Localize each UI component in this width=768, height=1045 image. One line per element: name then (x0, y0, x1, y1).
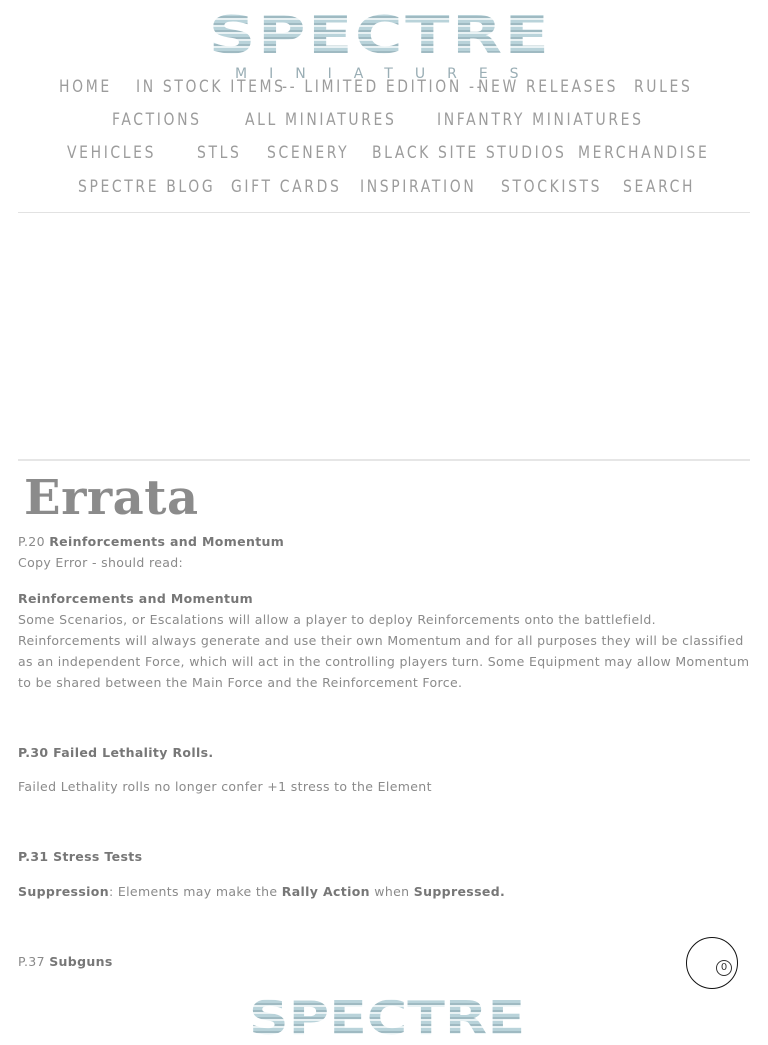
p31-text1: : Elements may make the (108, 884, 282, 899)
nav-factions[interactable]: FACTIONS (112, 110, 202, 130)
nav-in-stock-items[interactable]: IN STOCK ITEMS (136, 77, 286, 97)
nav-row-4 (0, 177, 768, 205)
nav-search[interactable]: SEARCH (623, 177, 696, 197)
logo-wordmark: SPECTRE (166, 14, 594, 58)
nav-row-3 (0, 143, 768, 171)
p20-heading: Reinforcements and Momentum (49, 534, 285, 549)
nav-row-1 (0, 77, 768, 105)
nav-new-releases[interactable]: NEW RELEASES (478, 77, 619, 97)
logo-subtitle: MINIATURES (235, 66, 541, 82)
errata-p37 (18, 951, 750, 972)
nav-rules[interactable]: RULES (634, 77, 693, 97)
p31-action: Rally Action (281, 884, 370, 899)
nav-row-2 (0, 110, 768, 138)
nav-spectre-blog[interactable]: SPECTRE BLOG (78, 177, 216, 197)
nav-stockists[interactable]: STOCKISTS (501, 177, 603, 197)
nav-limited-edition[interactable]: -- LIMITED EDITION -- (282, 77, 485, 97)
footer-logo (224, 991, 550, 1045)
nav-merchandise[interactable]: MERCHANDISE (578, 143, 710, 163)
cart-count-badge: 0 (716, 960, 732, 976)
reinforcements-heading: Reinforcements and Momentum (18, 591, 253, 606)
p31-heading: P.31 Stress Tests (18, 849, 143, 864)
nav-all-miniatures[interactable]: ALL MINIATURES (245, 110, 397, 130)
p30-heading: P.30 Failed Lethality Rolls. (18, 745, 214, 760)
p20-ref: P.20 (18, 534, 45, 549)
page-title: Errata (24, 470, 199, 526)
nav-vehicles[interactable]: VEHICLES (67, 143, 157, 163)
nav-stls[interactable]: STLS (197, 143, 242, 163)
p37-ref: P.37 (18, 954, 45, 969)
header-divider (18, 212, 750, 213)
nav-scenery[interactable]: SCENERY (267, 143, 350, 163)
site-logo[interactable] (208, 6, 552, 84)
footer-logo-wordmark: SPECTRE (191, 998, 582, 1038)
content-divider (18, 459, 750, 461)
p30-body: Failed Lethality rolls no longer confer +1 stress to the Element (18, 779, 432, 794)
nav-home[interactable]: HOME (59, 77, 112, 97)
nav-infantry-miniatures[interactable]: INFANTRY MINIATURES (437, 110, 644, 130)
reinforcements-body: Some Scenarios, or Escalations will allow a player to deploy Reinforcements onto the battlefield. Reinforcements will always generate and use their own Momentum and for all purposes they will be classified as an independent Force, which will act in the controlling players turn. Some Equipment may allow Momentum to be shared between the Main Force and the Reinforcement Force. (18, 612, 750, 690)
p31-state: Suppressed. (413, 884, 506, 899)
nav-gift-cards[interactable]: GIFT CARDS (231, 177, 342, 197)
nav-black-site-studios[interactable]: BLACK SITE STUDIOS (372, 143, 567, 163)
p31-body (18, 881, 750, 902)
p31-text2: when (369, 884, 414, 899)
nav-inspiration[interactable]: INSPIRATION (360, 177, 477, 197)
p31-term: Suppression (18, 884, 109, 899)
p20-note: Copy Error - should read: (18, 555, 184, 570)
errata-p20 (18, 531, 750, 552)
p37-heading: Subguns (49, 954, 113, 969)
